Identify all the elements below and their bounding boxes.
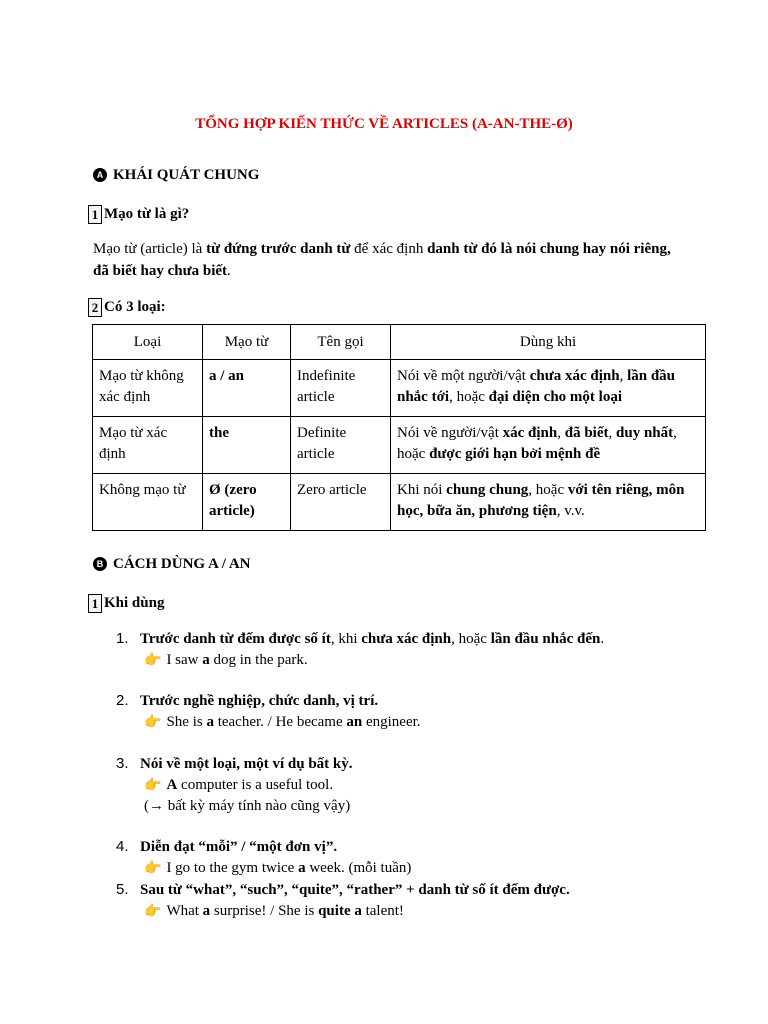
item-number: 2. [116, 692, 129, 709]
bold-run: được giới hạn bởi mệnh đề [429, 446, 601, 462]
bold-run: a [298, 860, 306, 876]
text-run: week. (mỗi tuần) [305, 860, 412, 876]
example-text [166, 903, 404, 919]
section-b-label: CÁCH DÙNG A / AN [113, 556, 251, 572]
text-run: . [600, 631, 605, 647]
table-header-cell: Loại [93, 325, 203, 360]
table-header-cell: Tên gọi [291, 325, 391, 360]
name-cell: Definite article [291, 417, 391, 474]
table-row [93, 417, 706, 474]
keycap-1-icon: 1 [88, 594, 102, 613]
text-run: , hoặc [528, 482, 568, 498]
article-value: a / an [209, 368, 245, 384]
example-line [116, 650, 716, 671]
example-line [116, 775, 716, 796]
item-number: 4. [116, 838, 129, 855]
definition-bold: từ đứng trước danh từ [206, 241, 351, 257]
table-header-cell: Mạo từ [203, 325, 291, 360]
type-cell: Không mạo từ [93, 474, 203, 531]
item-number: 3. [116, 755, 129, 772]
subheading-label: Khi dùng [104, 595, 165, 611]
name-cell: Indefinite article [291, 360, 391, 417]
text-run: computer is a useful tool. [177, 777, 334, 793]
bold-run: chung chung [446, 482, 529, 498]
item-number: 5. [116, 881, 129, 898]
text-run: She is [166, 714, 207, 730]
bold-run: A [166, 777, 178, 793]
item-heading [140, 882, 570, 898]
example-text [166, 777, 333, 793]
bold-run: chưa xác định [529, 368, 620, 384]
text-run: Khi nói [397, 482, 447, 498]
text-run: What [166, 903, 203, 919]
text-run: , v.v. [556, 503, 585, 519]
usage-item-4 [116, 836, 716, 879]
text-run: , [619, 368, 628, 384]
table-header-row [93, 325, 706, 360]
bold-run: Sau từ “what”, “such”, “quite”, “rather” + danh từ số ít đếm được. [140, 882, 570, 898]
type-cell: Mạo từ xác định [93, 417, 203, 474]
table-header-cell: Dùng khi [391, 325, 706, 360]
bold-run: xác định [502, 425, 558, 441]
item-heading [140, 693, 378, 709]
section-a-label: KHÁI QUÁT CHUNG [113, 167, 260, 183]
bold-run: Nói về một loại, một ví dụ bất kỳ. [140, 756, 353, 772]
text-run: I saw [166, 652, 203, 668]
text-run: , hoặc [397, 425, 677, 462]
bold-run: quite a [318, 903, 362, 919]
text-run: engineer. [362, 714, 421, 730]
bold-run: a [206, 714, 214, 730]
subheading-label: Có 3 loại: [104, 299, 166, 315]
item-heading [140, 756, 353, 772]
name-cell: Zero article [291, 474, 391, 531]
text-run: I go to the gym twice [166, 860, 299, 876]
type-cell: Mạo từ không xác định [93, 360, 203, 417]
article-value: the [209, 425, 229, 441]
subheading-when-to-use [88, 594, 164, 613]
subheading-label: Mạo từ là gì? [104, 206, 190, 222]
table-row [93, 474, 706, 531]
bold-run: duy nhất [616, 425, 674, 441]
example-line [116, 712, 716, 733]
backhand-index-pointing-right-icon: 👉 [144, 652, 162, 668]
item-heading [140, 631, 604, 647]
item-number: 1. [116, 630, 129, 647]
backhand-index-pointing-right-icon: 👉 [144, 860, 162, 876]
definition-text: Mạo từ (article) là [93, 241, 207, 257]
usage-item-3 [116, 753, 716, 817]
circled-b-icon: B [93, 557, 107, 571]
text-run: , [557, 425, 565, 441]
bold-run: Diễn đạt “mỗi” / “một đơn vị”. [140, 839, 338, 855]
example-text [166, 714, 420, 730]
example-line [116, 901, 716, 922]
text-run: teacher. / He became [213, 714, 347, 730]
backhand-index-pointing-right-icon: 👉 [144, 777, 162, 793]
usage-item-2 [116, 690, 716, 733]
circled-a-icon: A [93, 168, 107, 182]
subheading-three-types [88, 298, 166, 317]
definition-bold: danh từ đó là nói chung hay nói riêng, đã biết hay chưa biết [93, 241, 671, 279]
item-heading [140, 839, 337, 855]
text-run: , hoặc [451, 631, 491, 647]
article-value: Ø (zero article) [209, 482, 257, 519]
document-title: TỔNG HỢP KIẾN THỨC VỀ ARTICLES (A-AN-THE-Ø) [195, 116, 573, 132]
bold-run: Trước danh từ đếm được số ít [140, 631, 331, 647]
usage-item-5 [116, 879, 716, 922]
definition-text: để xác định [350, 241, 428, 257]
article-cell [203, 417, 291, 474]
bold-run: a [202, 903, 211, 919]
article-types-table [92, 324, 706, 531]
use-cell [391, 474, 706, 531]
bold-run: an [346, 714, 363, 730]
example-note: (→ bất kỳ máy tính nào cũng vậy) [144, 798, 351, 814]
text-run: , [608, 425, 617, 441]
bold-run: lần đầu nhắc đến [490, 631, 601, 647]
article-cell [203, 360, 291, 417]
bold-run: đại diện cho một loại [488, 389, 622, 405]
bold-run: đã biết [564, 425, 609, 441]
use-cell [391, 417, 706, 474]
subheading-what-is-article [88, 205, 189, 224]
text-run: surprise! / She is [210, 903, 319, 919]
text-run: , khi [330, 631, 362, 647]
text-run: Nói về một người/vật [397, 368, 530, 384]
example-line [116, 858, 716, 879]
bold-run: a [202, 652, 210, 668]
usage-item-1 [116, 628, 716, 671]
bold-run: với tên riêng, môn học, bữa ăn, phương tiện [397, 482, 685, 519]
use-cell [391, 360, 706, 417]
text-run: talent! [361, 903, 404, 919]
backhand-index-pointing-right-icon: 👉 [144, 903, 162, 919]
example-text [166, 652, 307, 668]
table-row [93, 360, 706, 417]
backhand-index-pointing-right-icon: 👉 [144, 714, 162, 730]
section-b-heading [93, 556, 251, 573]
example-text [166, 860, 411, 876]
keycap-2-icon: 2 [88, 298, 102, 317]
bold-run: lần đầu nhắc tới [397, 368, 676, 405]
bold-run: chưa xác định [361, 631, 452, 647]
text-run: , hoặc [449, 389, 489, 405]
text-run: Nói về người/vật [397, 425, 503, 441]
definition-paragraph [93, 238, 683, 282]
definition-text: . [227, 263, 231, 279]
bold-run: Trước nghề nghiệp, chức danh, vị trí. [140, 693, 379, 709]
keycap-1-icon: 1 [88, 205, 102, 224]
text-run: dog in the park. [209, 652, 308, 668]
article-cell [203, 474, 291, 531]
section-a-heading [93, 167, 259, 184]
